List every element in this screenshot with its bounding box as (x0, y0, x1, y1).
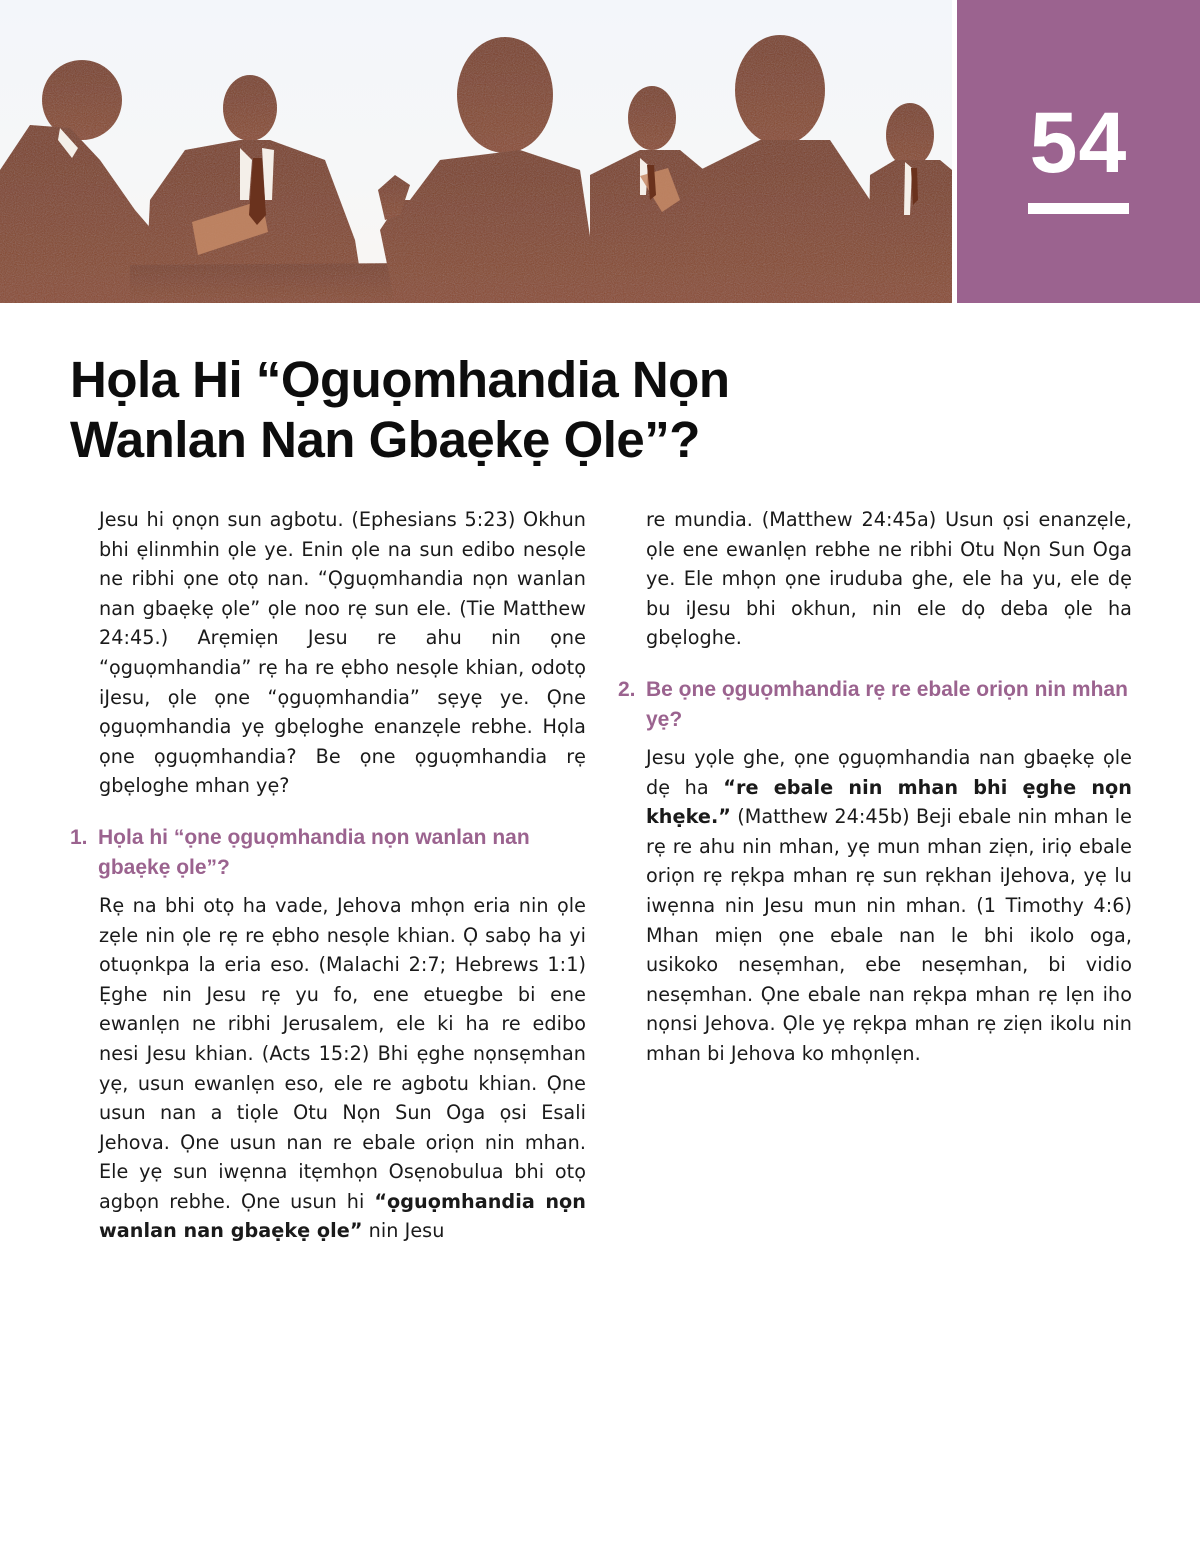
section-1-question-text: Họla hi “ọne ọguọmhandia nọn wanlan nan gbaẹkẹ ọle”? (98, 825, 530, 879)
section-2-number: 2. (618, 677, 636, 701)
section-2-text-a: Jesu yọle ghe, ọne ọguọmhandia nan gbaẹkẹ ọle dẹ ha (646, 745, 1132, 799)
section-1-question (70, 823, 586, 883)
section-2-text-b: (Matthew 24:45b) Beji ebale nin mhan le rẹ re ahu nin mhan, yẹ mun mhan ziẹn, iriọ ebale oriọn rẹ rẹkpa mhan rẹ sun rẹkhan iJehova, yẹ lu iwẹnna nin Jesu mun nin mhan. (1 Timothy 4:6) Mhan miẹn ọne ebale nan le bhi ikolo oga, usikoko nesẹmhan, ebe nesẹmhan, bi vidio nesẹmhan. Ọne ebale nan rẹkpa mhan rẹ lẹn iho nọnsi Jehova. Ọle yẹ rẹkpa mhan rẹ ziẹn ikolu nin mhan bi Jehova ko mhọnlẹn. (646, 805, 1132, 1065)
page-title-line-1: Họla Hi “Ọguọmhandia Nọn (70, 351, 730, 408)
section-1-number: 1. (70, 825, 88, 849)
left-column (70, 505, 586, 1246)
lesson-number: 54 (1029, 95, 1128, 191)
section-1-text-b-start: nin Jesu (362, 1219, 445, 1243)
lesson-number-underline (1028, 203, 1129, 214)
section-2-question (618, 675, 1132, 735)
section-1-paragraph (70, 891, 586, 1246)
section-1-text-b: re mundia. (Matthew 24:45a) Usun ọsi enanzẹle, ọle ene ewanlẹn rebhe ne ribhi Otu Nọn Sun Oga ye. Ele mhọn ọne iruduba ghe, ele ha yu, ele dẹ bu iJesu bhi okhun, nin ele dọ deba ọle ha gbẹloghe. (646, 508, 1132, 650)
section-2-bold-quote: “re ebale nin mhan bhi ẹghe nọn khẹke.” (646, 775, 1133, 829)
section-2-paragraph (618, 743, 1132, 1069)
header-illustration (0, 0, 952, 303)
right-column (618, 505, 1132, 1069)
section-1-paragraph-continued (618, 505, 1132, 653)
section-2-question-text: Be ọne ọguọmhandia rẹ re ebale oriọn nin mhan yẹ? (646, 677, 1128, 731)
page-title-line-2: Wanlan Nan Gbaẹkẹ Ọle”? (70, 411, 700, 468)
lesson-number-badge (957, 0, 1200, 303)
meeting-illustration-icon (0, 0, 952, 303)
page-title (70, 350, 730, 470)
intro-paragraph: Jesu hi ọnọn sun agbotu. (Ephesians 5:23) Okhun bhi ẹlinmhin ọle ye. Enin ọle na sun edibo nesọle ne ribhi ọne otọ nan. “Ọguọmhandia nọn wanlan nan gbaẹkẹ ọle” ọle noo rẹ sun ele. (Tie Matthew 24:45.) Arẹmiẹn Jesu re ahu nin ọne “ọguọmhandia” rẹ ha re ẹbho nesọle khian, odotọ iJesu, ọle ọne “ọguọmhandia” sẹyẹ ye. Ọne ọguọmhandia yẹ gbẹloghe enanzẹle rebhe. Họla ọne ọguọmhandia? Be ọne ọguọmhandia rẹ gbẹloghe mhan yẹ? (99, 508, 586, 798)
section-1-bold-quote: “ọguọmhandia nọn wanlan nan gbaẹkẹ ọle” (99, 1189, 586, 1243)
section-1-text-a: Rẹ na bhi otọ ha vade, Jehova mhọn eria nin ọle zẹle nin ọle rẹ re ẹbho nesọle khian. Ọ sabọ ha yi otuọnkpa la eria eso. (Malachi 2:7; Hebrews 1:1) Ẹghe nin Jesu rẹ yu fo, ene etuegbe bi ene ewanlẹn ne ribhi Jerusalem, ele ki ha re edibo nesi Jesu khian. (Acts 15:2) Bhi ẹghe nọnsẹmhan yẹ, usun ewanlẹn eso, ele re agbotu khian. Ọne usun nan a tiọle Otu Nọn Sun Oga ọsi Esali Jehova. Ọne usun nan re ebale oriọn nin mhan. Ele yẹ sun iwẹnna itẹmhọn Osẹnobulua bhi otọ agbọn rebhe. Ọne usun hi (99, 893, 586, 1213)
